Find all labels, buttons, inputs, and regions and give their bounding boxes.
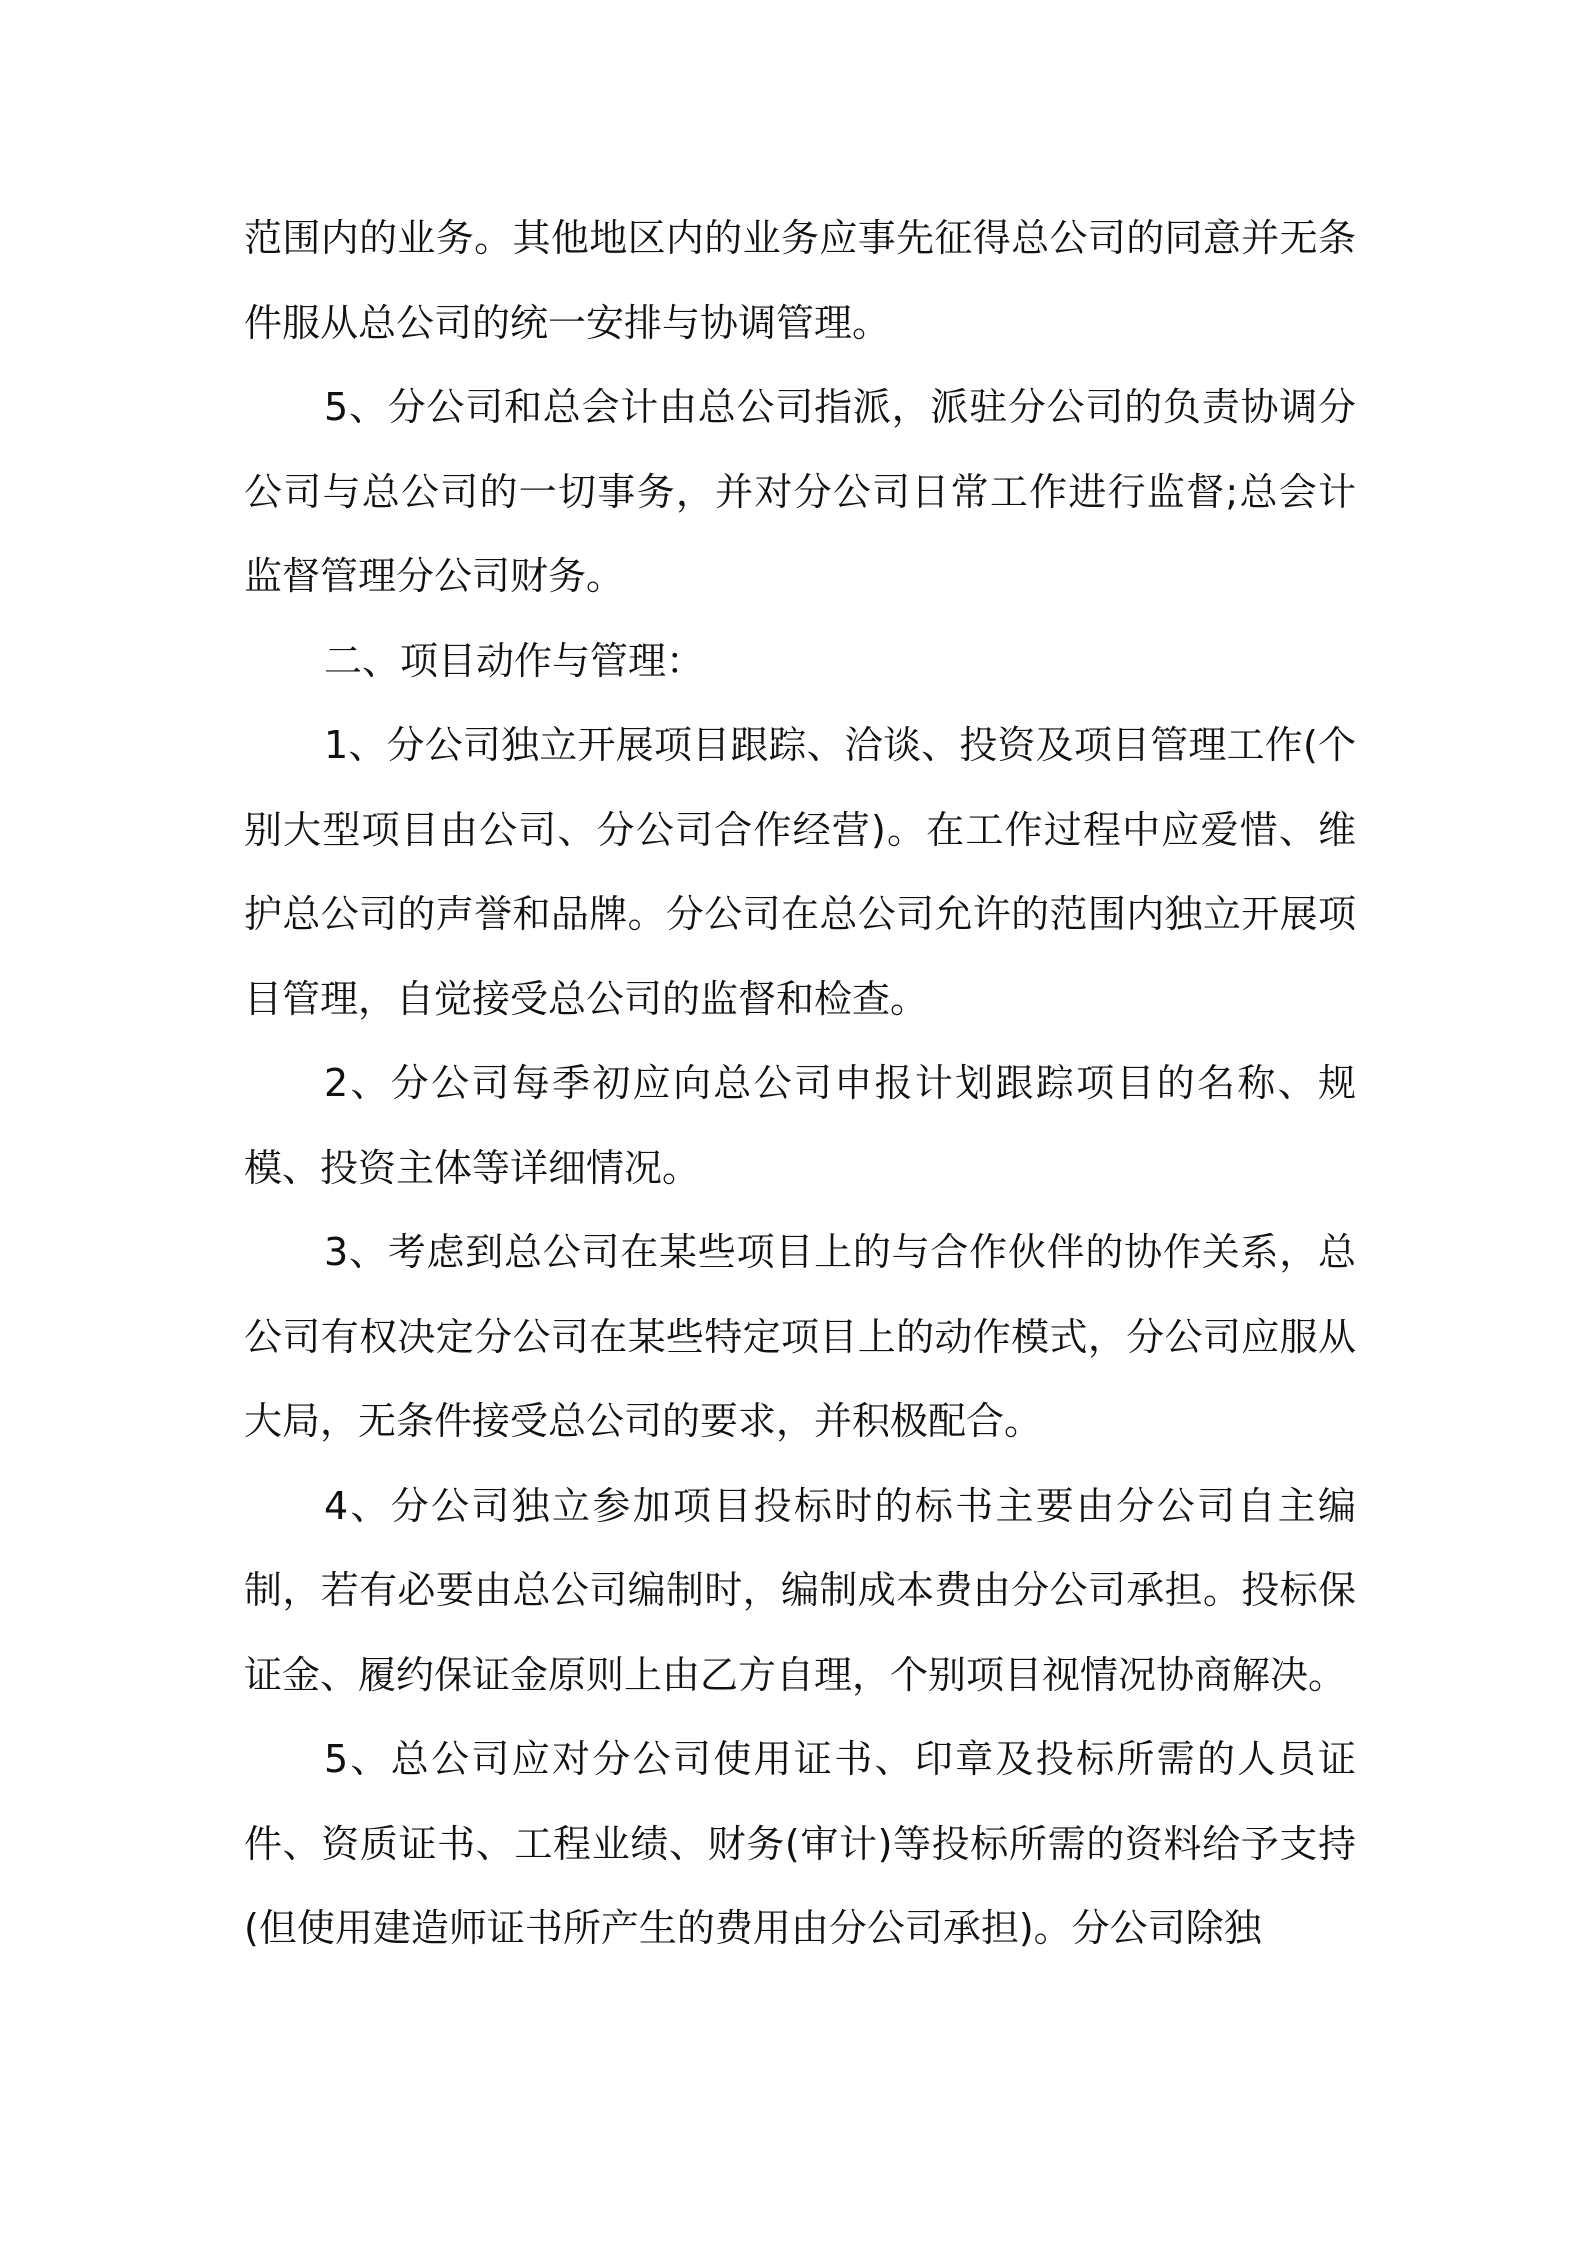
paragraph-item-5-support: 5、总公司应对分公司使用证书、印章及投标所需的人员证件、资质证书、工程业绩、财务(审计)等投标所需的资料给予支持(但使用建造师证书所产生的费用由分公司承担)。分公司除独 bbox=[244, 1737, 1356, 1950]
section-heading-project-management: 二、项目动作与管理： bbox=[324, 638, 705, 683]
paragraph-continuation: 范围内的业务。其他地区内的业务应事先征得总公司的同意并无条件服从总公司的统一安排与协调管理。 bbox=[244, 216, 1356, 345]
paragraph-item-2-quarterly-report: 2、分公司每季初应向总公司申报计划跟踪项目的名称、规模、投资主体等详细情况。 bbox=[244, 1061, 1356, 1190]
paragraph-item-5-accountant: 5、分公司和总会计由总公司指派，派驻分公司的负责协调分公司与总公司的一切事务，并对分公司日常工作进行监督;总会计监督管理分公司财务。 bbox=[244, 385, 1356, 598]
paragraph-item-4-bidding: 4、分公司独立参加项目投标时的标书主要由分公司自主编制，若有必要由总公司编制时，编制成本费由分公司承担。投标保证金、履约保证金原则上由乙方自理，个别项目视情况协商解决。 bbox=[244, 1483, 1356, 1697]
paragraph-item-1-project-work: 1、分公司独立开展项目跟踪、洽谈、投资及项目管理工作(个别大型项目由公司、分公司合作经营)。在工作过程中应爱惜、维护总公司的声誉和品牌。分公司在总公司允许的范围内独立开展项目管理，自觉接受总公司的监督和检查。 bbox=[244, 723, 1356, 1021]
document-body bbox=[244, 196, 1356, 1971]
paragraph-item-3-cooperation: 3、考虑到总公司在某些项目上的与合作伙伴的协作关系，总公司有权决定分公司在某些特定项目上的动作模式，分公司应服从大局，无条件接受总公司的要求，并积极配合。 bbox=[244, 1230, 1356, 1443]
